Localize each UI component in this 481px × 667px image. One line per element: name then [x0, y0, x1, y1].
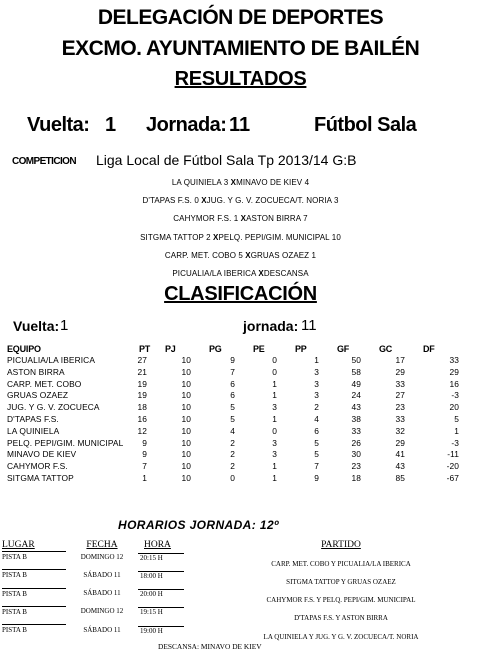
result-home-team: CAHYMOR F.S. — [173, 214, 232, 224]
schedule-fecha: SÁBADO 11 — [83, 625, 121, 634]
result-away-score: 10 — [331, 232, 341, 242]
stat-pe: 0 — [272, 355, 277, 365]
stat-pp: 3 — [314, 366, 319, 377]
stat-pp: 6 — [314, 425, 319, 436]
schedule-hora-cell — [138, 625, 210, 643]
standings-row — [7, 438, 469, 450]
stat-gf: 58 — [351, 366, 361, 377]
stat-gf: 43 — [351, 402, 361, 413]
schedule-partido: LA QUINIELA Y JUG. Y G. V. ZOCUECA/T. NORIA — [263, 632, 419, 641]
stat-gc: 85 — [395, 472, 405, 483]
standings-row — [7, 414, 469, 426]
stat-pj: 10 — [181, 437, 191, 448]
standings-row — [7, 473, 469, 485]
result-separator: X — [230, 178, 237, 187]
stat-df: 20 — [449, 402, 459, 413]
result-home-score: 1 — [233, 214, 239, 224]
stat-gc: 33 — [395, 413, 405, 424]
schedule-partido: CARP. MET. COBO Y PICUALIA/LA IBERICA — [271, 559, 411, 568]
stat-gf: 26 — [351, 437, 361, 448]
stat-pj: 10 — [181, 413, 191, 424]
standings-row — [7, 402, 469, 414]
stat-pe: 3 — [272, 402, 277, 413]
stat-pg: 5 — [230, 413, 235, 424]
vuelta-value: 1 — [105, 114, 117, 136]
result-row — [0, 251, 481, 260]
result-home-team: D'TAPAS F.S. — [142, 196, 192, 206]
standings-col-pe: PE — [253, 344, 265, 354]
stat-gc: 29 — [395, 366, 405, 377]
stat-gc: 29 — [395, 437, 405, 448]
result-home-team: PICUALIA/LA IBERICA — [172, 269, 257, 278]
result-separator: X — [213, 232, 219, 242]
schedule-table — [2, 540, 472, 643]
stat-pt: 7 — [142, 461, 147, 472]
result-home-score: 0 — [194, 196, 199, 206]
stat-df: -20 — [446, 461, 459, 472]
stat-gc: 43 — [395, 461, 405, 472]
stat-gc: 41 — [395, 449, 405, 460]
result-home-team: LA QUINIELA — [171, 178, 222, 187]
schedule-partido: CAHYMOR F.S. Y PELQ. PEPI/GIM. MUNICIPAL — [266, 596, 416, 605]
stat-pp: 3 — [314, 378, 319, 389]
stat-pt: 21 — [137, 366, 147, 377]
results-heading: RESULTADOS — [174, 68, 307, 90]
result-away-team: GRUAS OZAEZ — [250, 250, 310, 260]
schedule-hora-cell — [138, 588, 210, 606]
standings-row — [7, 390, 469, 402]
stat-pj: 10 — [181, 449, 191, 460]
stat-df: 33 — [449, 355, 459, 365]
schedule-hora: 19:00 H — [138, 626, 184, 635]
stat-gc: 27 — [395, 390, 405, 401]
col-partido: PARTIDO — [321, 540, 361, 551]
standings-row — [7, 426, 469, 438]
result-away-score: 3 — [334, 196, 339, 206]
org-title: DELEGACIÓN DE DEPORTES — [97, 6, 384, 29]
schedule-hora: 20:15 H — [138, 553, 184, 562]
stat-pg: 6 — [230, 378, 235, 389]
stat-pp: 3 — [314, 390, 319, 401]
team-name: LA QUINIELA — [7, 425, 60, 436]
standings-col-pj: PJ — [165, 344, 176, 354]
stat-gf: 30 — [351, 449, 361, 460]
schedule-lugar: PISTA B — [2, 552, 66, 570]
standings-header-row — [7, 343, 469, 355]
standings-col-gc: GC — [379, 344, 393, 354]
stat-df: 1 — [454, 425, 459, 436]
schedule-row — [2, 625, 472, 643]
stat-gc: 32 — [395, 425, 405, 436]
result-away-score: 4 — [304, 178, 310, 187]
stat-pe: 1 — [272, 461, 277, 472]
stat-pp: 9 — [314, 472, 319, 483]
result-away-score: 7 — [303, 214, 308, 224]
team-name: PELQ. PEPI/GIM. MUNICIPAL — [7, 437, 124, 448]
stat-pg: 4 — [230, 425, 235, 436]
result-separator: X — [245, 250, 251, 260]
stat-gf: 23 — [351, 461, 361, 472]
competition-label: COMPETICION — [12, 156, 76, 167]
team-name: PICUALIA/LA IBERICA — [7, 355, 96, 365]
result-separator: X — [240, 214, 247, 224]
stat-pt: 16 — [137, 413, 147, 424]
standings-vuelta-label: Vuelta: — [13, 318, 60, 334]
stat-gf: 33 — [351, 425, 361, 436]
col-lugar: LUGAR — [2, 540, 35, 550]
result-row — [0, 178, 481, 187]
stat-df: -11 — [447, 449, 459, 460]
schedule-row — [2, 588, 472, 606]
stat-pp: 4 — [314, 413, 319, 424]
stat-gc: 33 — [395, 378, 405, 389]
stat-pt: 18 — [137, 402, 147, 413]
team-name: D'TAPAS F.S. — [7, 413, 59, 424]
stat-pe: 1 — [272, 413, 277, 424]
competition-value: Liga Local de Fútbol Sala Tp 2013/14 G:B — [96, 152, 357, 168]
stat-pj: 10 — [181, 378, 191, 389]
stat-pg: 2 — [230, 437, 235, 448]
standings-table — [7, 343, 469, 485]
result-row — [0, 233, 481, 242]
schedule-fecha: DOMINGO 12 — [80, 607, 124, 616]
schedule-lugar: PISTA B — [2, 588, 66, 606]
result-away-team: JUG. Y G. V. ZOCUECA/T. NORIA — [206, 196, 332, 206]
stat-pp: 7 — [314, 461, 319, 472]
result-away-team: ASTON BIRRA — [246, 214, 301, 224]
stat-pj: 10 — [181, 355, 191, 365]
standings-row — [7, 355, 469, 367]
result-away-score: 1 — [311, 250, 317, 260]
result-away-team: MINAVO DE KIEV — [236, 178, 303, 187]
schedule-hora-cell — [138, 570, 210, 588]
stat-df: 16 — [449, 378, 459, 389]
stat-pg: 5 — [230, 402, 235, 413]
stat-pe: 0 — [272, 425, 277, 436]
schedule-partido: D'TAPAS F.S. Y ASTON BIRRA — [294, 614, 388, 623]
schedule-hora: 20:00 H — [138, 589, 184, 598]
result-row — [0, 196, 481, 205]
standings-vuelta-value: 1 — [60, 317, 69, 334]
team-name: CARP. MET. COBO — [7, 378, 82, 389]
col-fecha: FECHA — [86, 540, 118, 551]
stat-pp: 1 — [314, 355, 319, 365]
stat-df: -67 — [446, 472, 459, 483]
jornada-label: Jornada: — [146, 114, 227, 136]
stat-pg: 6 — [230, 390, 235, 401]
stat-pg: 2 — [230, 461, 235, 472]
stat-pe: 1 — [272, 390, 277, 401]
stat-pj: 10 — [181, 402, 191, 413]
schedule-lugar: PISTA B — [2, 625, 66, 643]
stat-pg: 2 — [230, 449, 235, 460]
team-name: CAHYMOR F.S. — [7, 461, 68, 472]
schedule-hora: 18:00 H — [138, 571, 184, 580]
standings-col-pt: PT — [139, 344, 151, 354]
schedule-fecha: DOMINGO 12 — [80, 552, 124, 561]
stat-gf: 24 — [351, 390, 361, 401]
stat-df: -3 — [451, 437, 459, 448]
standings-row — [7, 461, 469, 473]
stat-pg: 7 — [230, 366, 235, 377]
stat-gc: 23 — [395, 402, 405, 413]
stat-pt: 9 — [142, 437, 147, 448]
schedule-row — [2, 570, 472, 588]
stat-df: -3 — [451, 390, 459, 401]
team-name: GRUAS OZAEZ — [7, 390, 69, 401]
stat-pe: 3 — [272, 437, 277, 448]
standings-row — [7, 367, 469, 379]
schedule-hora-cell — [138, 552, 210, 570]
team-name: SITGMA TATTOP — [7, 472, 74, 483]
stat-gf: 50 — [351, 355, 361, 365]
result-row — [0, 269, 481, 278]
rest-team-note: DESCANSA: MINAVO DE KIEV — [158, 642, 262, 651]
schedule-fecha: SÁBADO 11 — [83, 589, 121, 598]
sport-label: Fútbol Sala — [314, 114, 417, 136]
schedule-body — [2, 552, 472, 643]
standings-jornada-label: jornada: — [243, 318, 299, 334]
standings-col-gf: GF — [337, 344, 350, 354]
schedule-partido: SITGMA TATTOP Y GRUAS OZAEZ — [286, 577, 396, 586]
result-home-team: CARP. MET. COBO — [164, 250, 237, 260]
jornada-value: 11 — [229, 114, 251, 136]
stat-pp: 5 — [314, 449, 319, 460]
stat-df: 29 — [449, 366, 459, 377]
stat-pp: 2 — [314, 402, 319, 413]
result-row — [0, 214, 481, 223]
team-name: MINAVO DE KIEV — [7, 449, 77, 460]
schedule-hora-cell — [138, 606, 210, 624]
stat-pe: 3 — [272, 449, 277, 460]
vuelta-label: Vuelta: — [27, 114, 90, 136]
stat-pe: 1 — [272, 378, 277, 389]
stat-pe: 1 — [272, 472, 277, 483]
standings-row — [7, 379, 469, 391]
stat-pe: 0 — [272, 366, 277, 377]
result-separator: X — [201, 196, 207, 206]
schedule-lugar: PISTA B — [2, 570, 66, 588]
schedule-hora: 19:15 H — [138, 607, 184, 616]
stat-pg: 0 — [230, 472, 235, 483]
standings-col-df: DF — [423, 344, 435, 354]
result-home-score: 3 — [223, 178, 229, 187]
stat-gf: 49 — [351, 378, 361, 389]
team-name: ASTON BIRRA — [7, 366, 65, 377]
standings-jornada-value: 11 — [301, 317, 317, 334]
stat-pp: 5 — [314, 437, 319, 448]
org-subtitle: EXCMO. AYUNTAMIENTO DE BAILÉN — [61, 37, 420, 60]
stat-gf: 18 — [351, 472, 361, 483]
stat-pj: 10 — [181, 472, 191, 483]
stat-pj: 10 — [181, 366, 191, 377]
schedule-row — [2, 552, 472, 570]
standings-heading: CLASIFICACIÓN — [164, 283, 317, 305]
stat-gf: 38 — [351, 413, 361, 424]
result-away-team: PELQ. PEPI/GIM. MUNICIPAL — [218, 232, 330, 242]
stat-pt: 9 — [142, 449, 147, 460]
standings-col-pg: PG — [209, 344, 222, 354]
stat-pt: 19 — [137, 378, 147, 389]
result-home-score: 5 — [238, 250, 243, 260]
stat-pt: 19 — [137, 390, 147, 401]
result-separator: X — [258, 269, 264, 278]
result-home-team: SITGMA TATTOP — [140, 232, 204, 242]
schedule-heading: HORARIOS JORNADA: 12º — [118, 518, 279, 532]
stat-df: 5 — [454, 413, 459, 424]
stat-pj: 10 — [181, 390, 191, 401]
stat-pt: 12 — [137, 425, 147, 436]
schedule-header-row — [2, 540, 472, 552]
stat-pg: 9 — [230, 355, 235, 365]
stat-pt: 27 — [137, 355, 147, 365]
schedule-lugar: PISTA B — [2, 606, 66, 624]
standings-row — [7, 449, 469, 461]
schedule-row — [2, 606, 472, 624]
team-name: JUG. Y G. V. ZOCUECA — [7, 402, 100, 413]
result-away-team: DESCANSA — [263, 269, 309, 278]
stat-pj: 10 — [181, 425, 191, 436]
stat-pt: 1 — [142, 472, 147, 483]
stat-pj: 10 — [181, 461, 191, 472]
standings-col-equipo: EQUIPO — [7, 344, 41, 354]
schedule-fecha: SÁBADO 11 — [83, 570, 121, 579]
standings-body — [7, 355, 469, 485]
stat-gc: 17 — [395, 355, 405, 365]
col-hora: HORA — [144, 540, 171, 551]
standings-col-pp: PP — [295, 344, 307, 354]
result-home-score: 2 — [206, 232, 211, 242]
